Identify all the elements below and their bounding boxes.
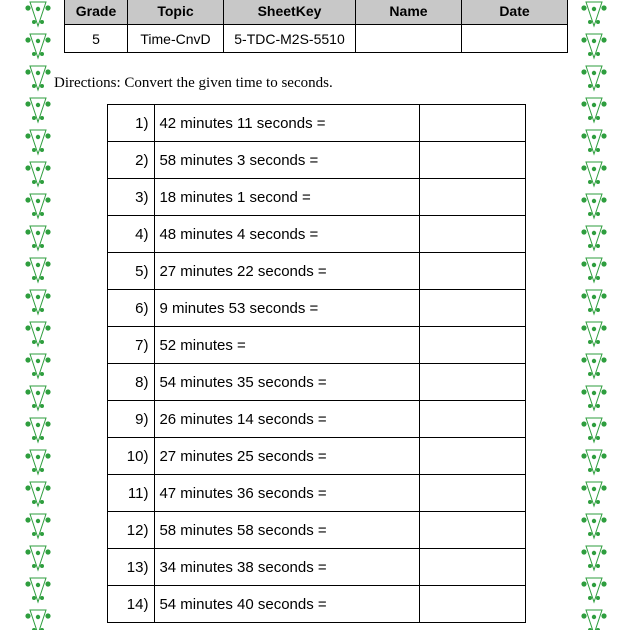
decorative-border-right: [580, 0, 608, 630]
problem-number: 13): [108, 549, 155, 586]
problem-row: [108, 512, 526, 549]
problem-number: 2): [108, 142, 155, 179]
name-header: Name: [356, 0, 462, 25]
grade-value: 5: [65, 25, 128, 53]
problem-text: 27 minutes 22 seconds =: [155, 253, 420, 290]
answer-cell[interactable]: [419, 253, 525, 290]
info-header-row: [65, 0, 568, 25]
problem-row: [108, 142, 526, 179]
answer-cell[interactable]: [419, 549, 525, 586]
problem-text: 27 minutes 25 seconds =: [155, 438, 420, 475]
problem-row: [108, 290, 526, 327]
date-field[interactable]: [462, 25, 568, 53]
problem-number: 6): [108, 290, 155, 327]
problem-row: [108, 438, 526, 475]
problem-text: 47 minutes 36 seconds =: [155, 475, 420, 512]
problem-text: 34 minutes 38 seconds =: [155, 549, 420, 586]
answer-cell[interactable]: [419, 438, 525, 475]
answer-cell[interactable]: [419, 105, 525, 142]
problem-number: 11): [108, 475, 155, 512]
answer-cell[interactable]: [419, 401, 525, 438]
problem-number: 4): [108, 216, 155, 253]
problem-row: [108, 401, 526, 438]
problem-text: 9 minutes 53 seconds =: [155, 290, 420, 327]
problem-number: 10): [108, 438, 155, 475]
problem-row: [108, 105, 526, 142]
decorative-border-left: [24, 0, 52, 630]
problem-text: 58 minutes 3 seconds =: [155, 142, 420, 179]
problem-row: [108, 586, 526, 623]
problem-text: 54 minutes 35 seconds =: [155, 364, 420, 401]
problems-table: [107, 104, 526, 623]
answer-cell[interactable]: [419, 327, 525, 364]
problem-number: 9): [108, 401, 155, 438]
problem-row: [108, 179, 526, 216]
answer-cell[interactable]: [419, 290, 525, 327]
name-field[interactable]: [356, 25, 462, 53]
answer-cell[interactable]: [419, 216, 525, 253]
worksheet-info-table: [64, 0, 568, 53]
problem-row: [108, 253, 526, 290]
date-header: Date: [462, 0, 568, 25]
problem-number: 1): [108, 105, 155, 142]
problem-text: 42 minutes 11 seconds =: [155, 105, 420, 142]
answer-cell[interactable]: [419, 475, 525, 512]
answer-cell[interactable]: [419, 142, 525, 179]
answer-cell[interactable]: [419, 586, 525, 623]
problem-text: 48 minutes 4 seconds =: [155, 216, 420, 253]
problem-row: [108, 216, 526, 253]
problem-text: 18 minutes 1 second =: [155, 179, 420, 216]
problem-text: 26 minutes 14 seconds =: [155, 401, 420, 438]
problem-row: [108, 327, 526, 364]
problem-number: 5): [108, 253, 155, 290]
problem-row: [108, 364, 526, 401]
problem-number: 7): [108, 327, 155, 364]
problem-text: 52 minutes =: [155, 327, 420, 364]
problem-number: 8): [108, 364, 155, 401]
info-value-row: [65, 25, 568, 53]
sheetkey-value: 5-TDC-M2S-5510: [224, 25, 356, 53]
problem-row: [108, 549, 526, 586]
problem-number: 14): [108, 586, 155, 623]
problem-text: 54 minutes 40 seconds =: [155, 586, 420, 623]
answer-cell[interactable]: [419, 179, 525, 216]
answer-cell[interactable]: [419, 364, 525, 401]
problem-number: 3): [108, 179, 155, 216]
grade-header: Grade: [65, 0, 128, 25]
topic-header: Topic: [128, 0, 224, 25]
answer-cell[interactable]: [419, 512, 525, 549]
problem-text: 58 minutes 58 seconds =: [155, 512, 420, 549]
directions-text: Directions: Convert the given time to seconds.: [54, 75, 333, 91]
problem-row: [108, 475, 526, 512]
problem-number: 12): [108, 512, 155, 549]
sheetkey-header: SheetKey: [224, 0, 356, 25]
topic-value: Time-CnvD: [128, 25, 224, 53]
